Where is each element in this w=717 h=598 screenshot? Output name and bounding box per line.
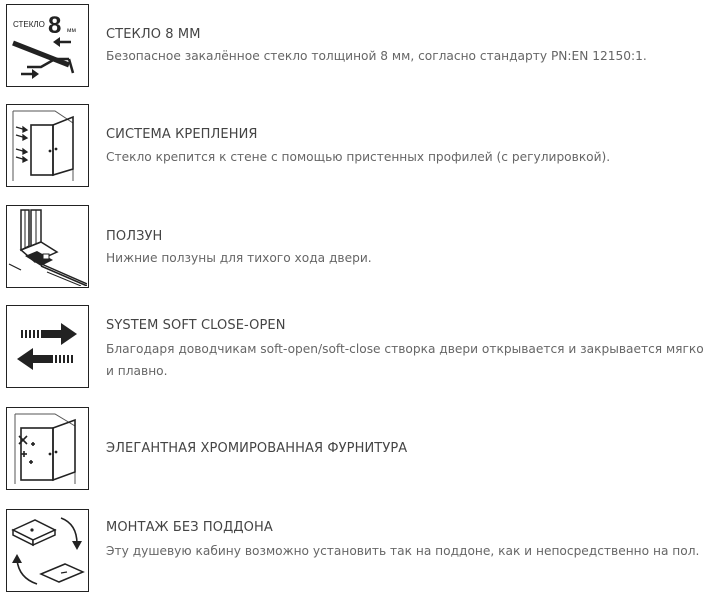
chrome-fittings-icon (6, 407, 89, 490)
wall-profile-mount-icon (6, 104, 89, 187)
feature-description: Нижние ползуны для тихого хода двери. (106, 251, 372, 265)
soft-close-arrows-icon (6, 305, 89, 388)
feature-description: Эту душевую кабину возможно установить так на поддоне, как и непосредственно на пол. (106, 544, 700, 558)
icon-glass-number: 8 (48, 12, 62, 39)
glass-8mm-icon (6, 4, 89, 87)
feature-description: Безопасное закалённое стекло толщиной 8 мм, согласно стандарту PN:EN 12150:1. (106, 49, 647, 63)
feature-description: Стекло крепится к стене с помощью пристенных профилей (с регулировкой). (106, 150, 611, 164)
feature-description: Благодаря доводчикам soft-open/soft-close створка двери открывается и закрывается мягко и плавно. (106, 342, 704, 378)
feature-title: СИСТЕМА КРЕПЛЕНИЯ (106, 127, 258, 142)
feature-title: ЭЛЕГАНТНАЯ ХРОМИРОВАННАЯ ФУРНИТУРА (106, 441, 408, 456)
icon-glass-unit: мм (67, 27, 76, 34)
feature-title: SYSTEM SOFT CLOSE-OPEN (106, 318, 286, 333)
feature-title: МОНТАЖ БЕЗ ПОДДОНА (106, 520, 273, 535)
icon-glass-text: СТЕКЛО (13, 20, 45, 29)
feature-title: ПОЛЗУН (106, 229, 163, 244)
feature-title: СТЕКЛО 8 ММ (106, 27, 201, 42)
slider-icon (6, 205, 89, 288)
no-tray-mount-icon (6, 509, 89, 592)
